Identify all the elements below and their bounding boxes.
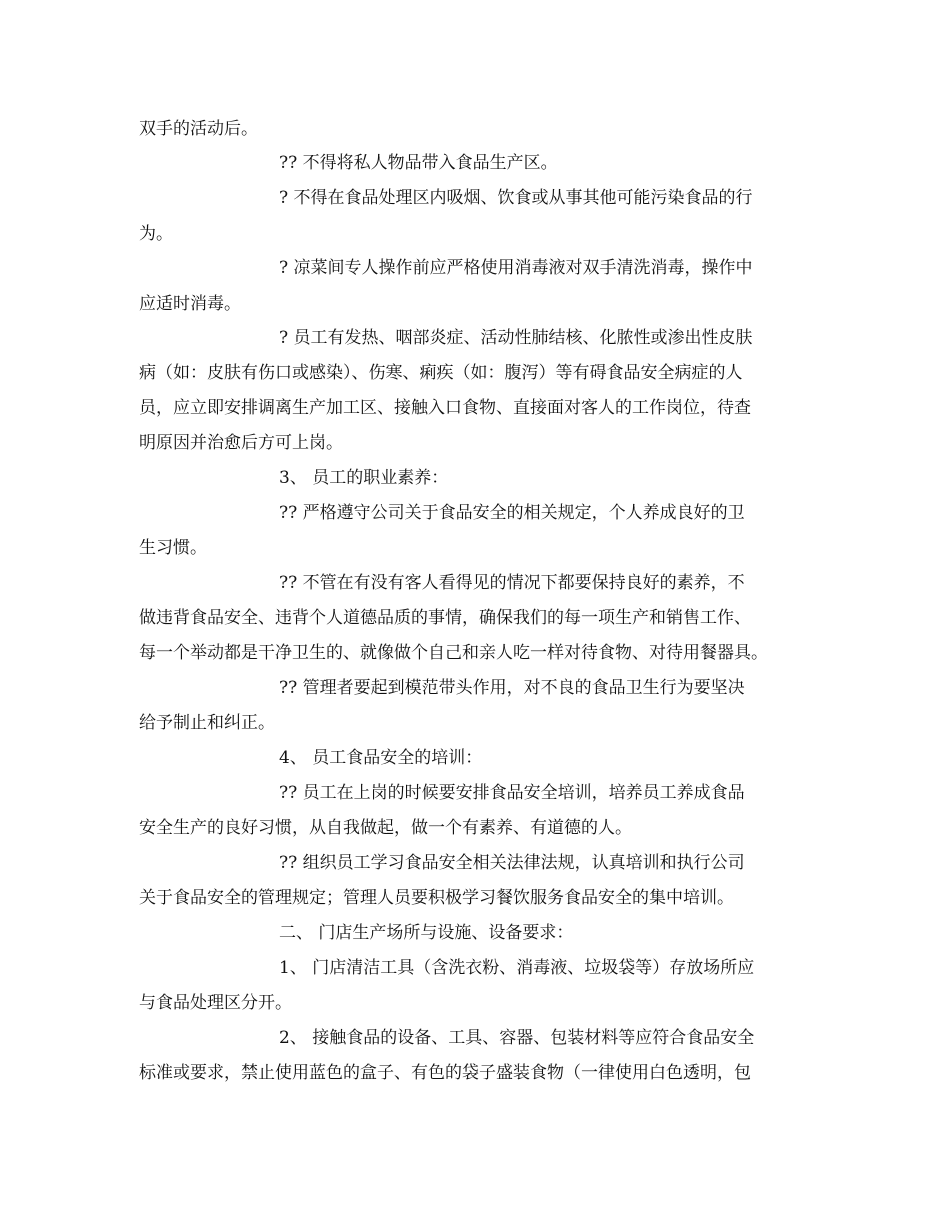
section-heading: 3、 员工的职业素养： (279, 468, 449, 488)
paragraph-line: 明原因并治愈后方可上岗。 (139, 433, 343, 453)
paragraph-line: 与食品处理区分开。 (139, 993, 292, 1013)
paragraph-line: ?? 不管在有没有客人看得见的情况下都要保持良好的素养，不 (279, 573, 745, 593)
paragraph-line: 1、 门店清洁工具（含洗衣粉、消毒液、垃圾袋等）存放场所应 (279, 958, 755, 978)
paragraph-line: ?? 不得将私人物品带入食品生产区。 (279, 153, 558, 173)
section-heading: 二、 门店生产场所与设施、设备要求： (279, 923, 574, 943)
paragraph-line: 病（如：皮肤有伤口或感染）、伤寒、痢疾（如：腹泻）等有碍食品安全病症的人 (139, 363, 743, 383)
paragraph-line: 给予制止和纠正。 (139, 713, 275, 733)
paragraph-line: ? 不得在食品处理区内吸烟、饮食或从事其他可能污染食品的行 (279, 188, 753, 208)
paragraph-line: 双手的活动后。 (139, 119, 258, 139)
paragraph-line: 应适时消毒。 (139, 294, 241, 314)
paragraph-line: ?? 组织员工学习食品安全相关法律法规，认真培训和执行公司 (279, 853, 745, 873)
paragraph-line: ?? 员工在上岗的时候要安排食品安全培训，培养员工养成食品 (279, 783, 745, 803)
section-heading: 4、 员工食品安全的培训： (279, 748, 483, 768)
paragraph-line: 安全生产的良好习惯，从自我做起，做一个有素养、有道德的人。 (139, 818, 632, 838)
paragraph-line: 关于食品安全的管理规定；管理人员要积极学习餐饮服务食品安全的集中培训。 (139, 888, 734, 908)
paragraph-line: 员，应立即安排调离生产加工区、接触入口食物、直接面对客人的工作岗位，待查 (139, 398, 751, 418)
paragraph-line: ?? 严格遵守公司关于食品安全的相关规定，个人养成良好的卫 (279, 503, 745, 523)
paragraph-line: ? 员工有发热、咽部炎症、活动性肺结核、化脓性或渗出性皮肤 (279, 328, 753, 348)
paragraph-line: ?? 管理者要起到模范带头作用，对不良的食品卫生行为要坚决 (279, 678, 745, 698)
paragraph-line: 每一个举动都是干净卫生的、就像做个自己和亲人吃一样对待食物、对待用餐器具。 (139, 643, 768, 663)
paragraph-line: 标准或要求，禁止使用蓝色的盒子、有色的袋子盛装食物（一律使用白色透明，包 (139, 1063, 751, 1083)
paragraph-line: 2、 接触食品的设备、工具、容器、包装材料等应符合食品安全 (279, 1028, 755, 1048)
paragraph-line: 生习惯。 (139, 538, 207, 558)
paragraph-line: 做违背食品安全、违背个人道德品质的事情，确保我们的每一项生产和销售工作、 (139, 608, 751, 628)
paragraph-line: 为。 (139, 224, 173, 244)
paragraph-line: ? 凉菜间专人操作前应严格使用消毒液对双手清洗消毒，操作中 (279, 258, 753, 278)
